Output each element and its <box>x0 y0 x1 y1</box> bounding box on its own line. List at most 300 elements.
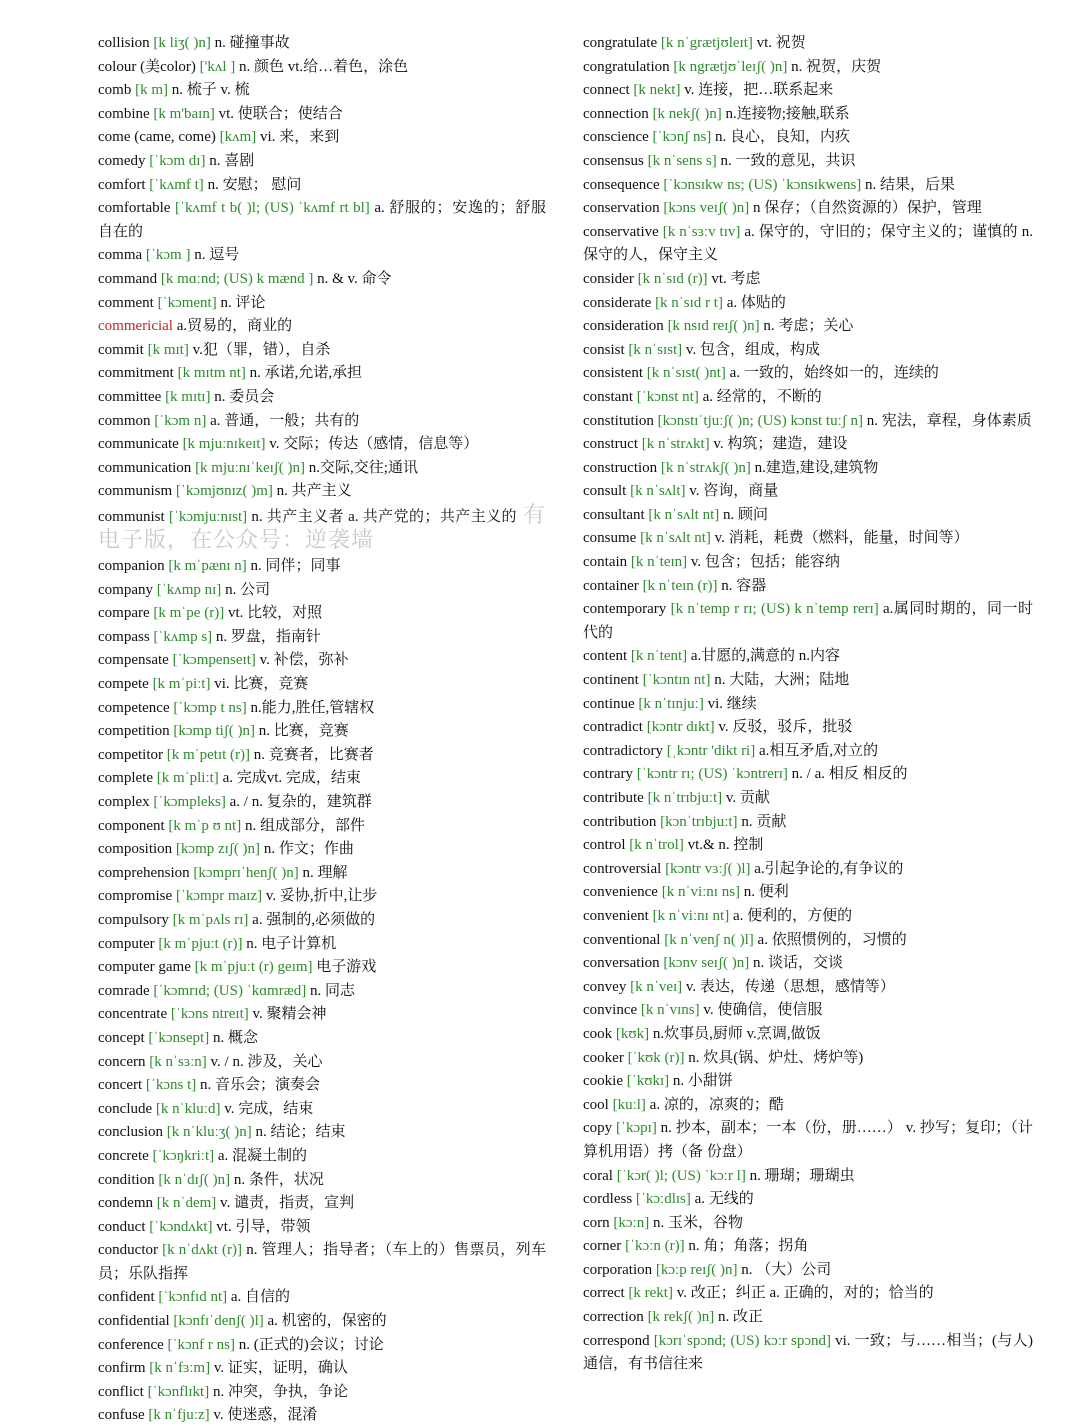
phonetic: [k nˈfɜːm] <box>149 1360 211 1377</box>
headword: confidential <box>98 1313 170 1330</box>
headword: consistent <box>583 365 643 382</box>
dictionary-entry <box>583 952 1033 976</box>
headword: confident <box>98 1289 155 1306</box>
dictionary-entry <box>583 268 1033 292</box>
definition: n. 冲突，争执，争论 <box>212 1383 348 1400</box>
dictionary-entry <box>98 1027 546 1051</box>
phonetic: [kɔnstɪˈtjuːʃ( )n; (US) kɔnst tuːʃ n] <box>657 412 863 429</box>
dictionary-entry <box>98 1192 546 1216</box>
headword: concept <box>98 1029 145 1046</box>
headword: convenience <box>583 884 658 901</box>
definition: n.连接物;接触,联系 <box>725 105 850 122</box>
headword: compare <box>98 605 150 622</box>
headword: compromise <box>98 888 173 905</box>
headword: consist <box>583 341 625 358</box>
dictionary-entry <box>583 1165 1033 1189</box>
phonetic: [k nˈtrol] <box>629 837 684 854</box>
dictionary-entry <box>583 174 1033 198</box>
headword: commit <box>98 341 144 358</box>
dictionary-entry <box>98 1381 546 1405</box>
dictionary-entry <box>98 956 546 980</box>
headword: conscience <box>583 129 649 146</box>
headword: compulsory <box>98 911 169 928</box>
dictionary-entry <box>583 1235 1033 1259</box>
dictionary-entry <box>98 1239 546 1286</box>
dictionary-entry <box>98 268 546 292</box>
definition: n. 便利 <box>743 884 789 901</box>
dictionary-entry <box>98 1003 546 1027</box>
dictionary-entry <box>583 362 1033 386</box>
headword: cooker <box>583 1049 624 1066</box>
phonetic: [k nˈstrʌkʃ( )n] <box>660 459 751 476</box>
dictionary-entry <box>98 56 546 80</box>
dictionary-entry <box>98 579 546 603</box>
dictionary-entry <box>98 126 546 150</box>
definition: a.引起争论的,有争议的 <box>754 860 904 877</box>
phonetic: [ˈkɔmjuːnɪst] <box>168 508 248 525</box>
phonetic: [k nˈtemp r rɪ; (US) k nˈtemp rerɪ] <box>670 601 879 618</box>
phonetic: [k mˈpænɪ n] <box>168 558 247 575</box>
phonetic: [k nˈvenʃ n( )l] <box>664 931 754 948</box>
definition: a.贸易的，商业的 <box>176 318 293 335</box>
dictionary-entry <box>98 32 546 56</box>
phonetic: [k nˈviːnɪ nt] <box>652 907 730 924</box>
headword: convey <box>583 978 627 995</box>
phonetic: [k nˈsʌlt] <box>630 483 686 500</box>
dictionary-entry <box>98 933 546 957</box>
phonetic: [ˈkɔm dɪ] <box>149 152 206 169</box>
headword: computer game <box>98 959 191 976</box>
headword: colour (美color) <box>98 58 196 75</box>
dictionary-entry <box>98 697 546 721</box>
definition: n. 共产主义 <box>276 483 352 500</box>
definition: a. / n. 复杂的，建筑群 <box>229 794 372 810</box>
headword: consume <box>583 530 637 547</box>
definition: n. 电子计算机 <box>246 935 337 952</box>
headword: construct <box>583 436 638 453</box>
definition: n. 谈话，交谈 <box>752 955 843 972</box>
headword: consultant <box>583 506 645 523</box>
phonetic: [ˈkɔns ntreɪt] <box>170 1006 249 1023</box>
definition: v. 连接，把…联系起来 <box>684 82 834 99</box>
dictionary-entry <box>98 673 546 697</box>
headword: congratulate <box>583 35 658 51</box>
headword: comma <box>98 247 143 264</box>
headword: common <box>98 412 151 429</box>
phonetic: [k nekt] <box>633 82 681 99</box>
dictionary-entry <box>98 649 546 673</box>
definition: v. 妥协,折中,让步 <box>265 888 378 905</box>
phonetic: [k nˈsʌlt nt] <box>648 506 720 523</box>
dictionary-entry <box>583 480 1033 504</box>
phonetic: [ˈkɔr( )l; (US) ˈkɔːr l] <box>616 1167 746 1184</box>
headword: content <box>583 648 628 665</box>
phonetic: [k nˈtrɪbjuːt] <box>647 790 723 806</box>
definition: n. 管理人；指导者；（车上的）售票员，列车员；乐队指挥 <box>98 1242 547 1282</box>
dictionary-entry <box>98 838 546 862</box>
dictionary-entry <box>98 862 546 886</box>
dictionary-entry <box>98 244 546 268</box>
definition: n.炊事员,厨师 v.烹调,做饭 <box>652 1025 821 1042</box>
dictionary-entry <box>583 457 1033 481</box>
headword: copy <box>583 1120 613 1137</box>
headword: communism <box>98 483 173 500</box>
dictionary-entry <box>583 292 1033 316</box>
phonetic: [k nˈdʌkt (r)] <box>162 1242 243 1259</box>
phonetic: [kɔrɪˈspɔnd; (US) kɔːr spɔnd] <box>653 1332 831 1349</box>
dictionary-entry <box>583 881 1033 905</box>
phonetic: [ˈkɔnʃ ns] <box>652 129 712 146</box>
phonetic: [kɔːn] <box>613 1214 650 1231</box>
headword: conversation <box>583 955 660 972</box>
definition: n. 小甜饼 <box>672 1073 733 1090</box>
dictionary-entry <box>98 504 546 555</box>
headword: contradictory <box>583 742 663 759</box>
dictionary-entry <box>98 79 546 103</box>
phonetic: [k nˈsɪst] <box>628 341 683 358</box>
headword: container <box>583 577 639 594</box>
phonetic: [ˈkɔnsept] <box>148 1029 210 1046</box>
phonetic: [kɔntr dɪkt] <box>646 719 715 736</box>
definition: n. 承诺,允诺,承担 <box>249 365 363 382</box>
definition: vt. 使联合；使结合 <box>218 105 343 122</box>
phonetic: [ˈkɔnflɪkt] <box>147 1383 210 1400</box>
phonetic: [ˈkʌmp s] <box>153 628 213 645</box>
phonetic: [kɔnˈtrɪbjuːt] <box>660 813 738 830</box>
phonetic: [ˈkɔntr rɪ; (US) ˈkɔntrerɪ] <box>636 766 788 783</box>
phonetic: [k rekt] <box>628 1285 673 1302</box>
dictionary-entry <box>98 602 546 626</box>
headword: cool <box>583 1096 609 1113</box>
headword: construction <box>583 459 658 476</box>
dictionary-entry <box>583 1047 1033 1071</box>
phonetic: [k mˈpjuːt (r)] <box>158 935 243 952</box>
headword: constitution <box>583 412 654 429</box>
phonetic: [k nˈstrʌkt] <box>641 436 710 453</box>
headword: companion <box>98 558 165 575</box>
phonetic: [k nˈsɪd r t] <box>655 294 723 311</box>
phonetic: [ˈkʌmp nɪ] <box>156 581 222 598</box>
dictionary-entry <box>583 834 1033 858</box>
dictionary-entry <box>98 1145 546 1169</box>
definition: n. 贡献 <box>741 813 787 830</box>
dictionary-entry <box>98 1310 546 1334</box>
definition: n. 概念 <box>212 1029 258 1046</box>
phonetic: [ˈkɔpɪ] <box>616 1120 657 1137</box>
dictionary-entry <box>583 527 1033 551</box>
phonetic: [k nˈsɪst( )nt] <box>646 365 726 382</box>
definition: v. 包含；包括；能容纳 <box>690 554 840 571</box>
definition: n. 角；角落；拐角 <box>688 1238 809 1255</box>
definition: n. 条件，状况 <box>233 1171 324 1188</box>
phonetic: [ˈkʊk (r)] <box>627 1049 685 1066</box>
phonetic: [k ngrætjʊˈleɪʃ( )n] <box>673 58 788 75</box>
dictionary-entry <box>583 103 1033 127</box>
headword: corn <box>583 1214 610 1231</box>
headword: compete <box>98 676 149 693</box>
dictionary-entry <box>583 811 1033 835</box>
headword: complex <box>98 794 150 810</box>
phonetic: [ˈkɔnst nt] <box>636 388 699 405</box>
dictionary-entry <box>583 669 1033 693</box>
dictionary-entry <box>98 1357 546 1381</box>
headword: continent <box>583 672 639 689</box>
phonetic: [ˈkɔnfɪd nt] <box>158 1289 228 1306</box>
phonetic: [k rekʃ( )n] <box>647 1309 715 1326</box>
definition: a.甘愿的,满意的 n.内容 <box>690 648 841 665</box>
headword: conservation <box>583 200 660 217</box>
definition: n. 比赛，竞赛 <box>258 723 349 740</box>
headword: comrade <box>98 982 150 999</box>
headword: contribution <box>583 813 657 830</box>
phonetic: [k liʒ( )n] <box>153 35 211 51</box>
headword: contrary <box>583 766 633 783</box>
phonetic: [ˈkɔmpr maɪz] <box>175 888 263 905</box>
headword: come (came, come) <box>98 129 216 146</box>
dictionary-entry <box>98 1074 546 1098</box>
dictionary-entry <box>583 339 1033 363</box>
headword: continue <box>583 695 635 712</box>
dictionary-entry <box>583 221 1033 268</box>
dictionary-entry <box>583 1070 1033 1094</box>
definition: v. 消耗，耗费（燃料，能量，时间等） <box>714 530 969 547</box>
phonetic: [ˈkɔment] <box>157 294 217 311</box>
definition: a. 自信的 <box>230 1289 291 1306</box>
definition: n. 玉米，谷物 <box>652 1214 743 1231</box>
dictionary-entry <box>583 386 1033 410</box>
phonetic: [ˈkɔːdlɪs] <box>635 1191 691 1208</box>
definition: v. 交际；传达（感情，信息等） <box>269 436 479 453</box>
phonetic: [k m] <box>135 82 168 99</box>
definition: n. 委员会 <box>214 388 275 405</box>
dictionary-entry <box>583 433 1033 457</box>
definition: a. 依照惯例的，习惯的 <box>757 931 907 948</box>
definition: a. 强制的,必须做的 <box>252 911 376 928</box>
dictionary-entry <box>98 480 546 504</box>
definition: n 保存；（自然资源的）保护，管理 <box>752 200 982 217</box>
headword: command <box>98 270 158 287</box>
phonetic: [ˈkɔnsɪkw ns; (US) ˈkɔnsɪkwens] <box>663 176 862 193</box>
dictionary-entry <box>98 555 546 579</box>
definition: vt. 祝贺 <box>756 35 806 51</box>
dictionary-entry <box>583 575 1033 599</box>
headword: complete <box>98 770 153 787</box>
dictionary-entry <box>98 767 546 791</box>
definition: vt. 比较，对照 <box>227 605 323 622</box>
phonetic: [kuːl] <box>612 1096 646 1113</box>
headword: concern <box>98 1053 146 1070</box>
phonetic: [k mˈpe (r)] <box>153 605 225 622</box>
phonetic: [k nˈsʌlt nt] <box>640 530 711 547</box>
headword: confirm <box>98 1360 146 1377</box>
dictionary-entry <box>98 103 546 127</box>
phonetic: [kɔmprɪˈhenʃ( )n] <box>193 864 299 881</box>
phonetic: [k nˈsens s] <box>647 152 717 169</box>
phonetic: [ˈkɔnf r ns] <box>167 1336 236 1353</box>
definition: v. 证实，证明，确认 <box>213 1360 348 1377</box>
dictionary-entry <box>583 1259 1033 1283</box>
headword: consideration <box>583 318 664 335</box>
definition: v.犯（罪，错），自杀 <box>192 341 331 358</box>
phonetic: [k nˈtent] <box>630 648 688 665</box>
phonetic: [k mɪtm nt] <box>177 365 246 382</box>
dictionary-entry <box>583 929 1033 953</box>
definition: n. 结论；结束 <box>255 1124 346 1141</box>
headword: condition <box>98 1171 155 1188</box>
dictionary-entry <box>583 1282 1033 1306</box>
dictionary-entry <box>583 905 1033 929</box>
headword: consider <box>583 270 634 287</box>
definition: v. 贡献 <box>725 790 770 806</box>
definition: a. 保守的，守旧的；保守主义的；谨慎的 n.保守的人，保守主义 <box>583 223 1033 264</box>
headword: conservative <box>583 223 659 240</box>
definition: n. 竞赛者，比赛者 <box>253 746 374 763</box>
right-column <box>583 32 1033 1377</box>
headword: concentrate <box>98 1006 168 1023</box>
headword: comb <box>98 82 132 99</box>
definition: n. 音乐会；演奏会 <box>200 1077 321 1094</box>
dictionary-entry <box>98 315 546 339</box>
headword: conductor <box>98 1242 158 1259</box>
headword: communication <box>98 459 192 476</box>
definition: vi. 一致；与……相当；(与人)通信，有书信往来 <box>583 1332 1033 1373</box>
phonetic: [k mɑːnd; (US) k mænd ] <box>160 270 314 287</box>
dictionary-entry <box>583 645 1033 669</box>
definition: n.交际,交往;通讯 <box>308 459 418 476</box>
dictionary-entry <box>98 720 546 744</box>
phonetic: [k nˈvɪns] <box>640 1002 700 1019</box>
headword: connect <box>583 82 630 99</box>
dictionary-entry <box>98 150 546 174</box>
definition: n. 容器 <box>721 577 767 594</box>
definition: v. 谴责，指责，宣判 <box>220 1195 355 1212</box>
dictionary-entry <box>98 174 546 198</box>
dictionary-entry <box>583 1188 1033 1212</box>
definition: vi. 比赛，竞赛 <box>214 676 309 693</box>
headword: cook <box>583 1025 613 1042</box>
headword: competitor <box>98 746 163 763</box>
phonetic: [k nˈdɪʃ( )n] <box>158 1171 231 1188</box>
definition: n. 珊瑚；珊瑚虫 <box>749 1167 855 1184</box>
phonetic: [kʌm] <box>219 129 257 146</box>
definition: v. 包含，组成，构成 <box>685 341 820 358</box>
headword: corporation <box>583 1261 653 1278</box>
phonetic: [k mɪtɪ] <box>165 388 211 405</box>
dictionary-entry <box>583 56 1033 80</box>
dictionary-entry <box>583 858 1033 882</box>
phonetic: [k mˈp ʊ nt] <box>168 817 242 834</box>
definition: v. 完成，结束 <box>224 1100 314 1117</box>
headword: combine <box>98 105 150 122</box>
definition: n. （大）公司 <box>741 1261 832 1278</box>
headword: considerate <box>583 294 652 311</box>
phonetic: [k mˈpliːt] <box>156 770 219 787</box>
phonetic: [k nˈtɪnjuː] <box>638 695 704 712</box>
headword: contemporary <box>583 601 667 618</box>
phonetic: [k nˈviːnɪ ns] <box>661 884 741 901</box>
definition: n. 顾问 <box>722 506 768 523</box>
headword: composition <box>98 841 173 858</box>
definition: a. 便利的，方便的 <box>732 907 853 924</box>
phonetic: [ˈkɔns t] <box>145 1077 197 1094</box>
definition: a. 普通，一般；共有的 <box>210 412 360 429</box>
dictionary-entry <box>98 1051 546 1075</box>
dictionary-entry <box>583 598 1033 645</box>
dictionary-entry <box>98 410 546 434</box>
definition: v. 使迷惑，混淆 <box>213 1407 318 1424</box>
dictionary-entry <box>98 197 546 244</box>
definition: n. 颜色 vt.给…着色，涂色 <box>239 58 409 75</box>
headword: commericial <box>98 318 173 335</box>
phonetic: [k nˈfjuːz] <box>148 1407 210 1424</box>
headword: convince <box>583 1002 638 1019</box>
phonetic: [k nˈkluːd] <box>155 1100 221 1117</box>
dictionary-entry <box>583 1212 1033 1236</box>
definition: a. 一致的，始终如一的，连续的 <box>729 365 939 382</box>
headword: conduct <box>98 1218 146 1235</box>
phonetic: [k nˈveɪ] <box>630 978 683 995</box>
definition: v. 反驳，驳斥，批驳 <box>718 719 853 736</box>
phonetic: [ˈkɔmpenseɪt] <box>172 652 256 669</box>
headword: consult <box>583 483 627 500</box>
dictionary-entry <box>98 292 546 316</box>
definition: v. 补偿，弥补 <box>259 652 349 669</box>
dictionary-entry <box>98 626 546 650</box>
headword: committee <box>98 388 162 405</box>
phonetic: [k nˈgrætjʊleɪt] <box>660 35 753 51</box>
headword: conference <box>98 1336 164 1353</box>
dictionary-entry <box>98 885 546 909</box>
definition: n. 组成部分，部件 <box>244 817 365 834</box>
phonetic: [k mˈpetɪt (r)] <box>166 746 251 763</box>
phonetic: [ˈkʌmf t] <box>149 176 204 193</box>
definition: n.建造,建设,建筑物 <box>754 459 879 476</box>
phonetic: [k nˈsɜːn] <box>149 1053 207 1070</box>
definition: vi. 继续 <box>707 695 757 712</box>
headword: consequence <box>583 176 660 193</box>
phonetic: [k mjuːnɪˈkeɪʃ( )n] <box>195 459 306 476</box>
phonetic: [ˈkɔm n] <box>154 412 207 429</box>
definition: n. 逗号 <box>194 247 240 264</box>
definition: v. 表达，传递（思想，感情等） <box>685 978 895 995</box>
definition: n. 同志 <box>309 982 355 999</box>
phonetic: [ˈkɔntɪn nt] <box>642 672 711 689</box>
headword: condemn <box>98 1195 153 1212</box>
definition: vt. 考虑 <box>711 270 761 287</box>
phonetic: [kɔns veɪʃ( )n] <box>663 200 750 217</box>
definition: a. 凉的，凉爽的；酷 <box>649 1096 784 1113</box>
definition: a. 经常的，不断的 <box>702 388 822 405</box>
phonetic: [kɔːp reɪʃ( )n] <box>655 1261 738 1278</box>
headword: conclusion <box>98 1124 163 1141</box>
headword: conventional <box>583 931 661 948</box>
dictionary-entry <box>583 1306 1033 1330</box>
phonetic: [k nˈkluːʒ( )n] <box>166 1124 252 1141</box>
headword: communist <box>98 508 165 525</box>
headword: coral <box>583 1167 613 1184</box>
headword: comfort <box>98 176 146 193</box>
headword: comfortable <box>98 200 171 217</box>
definition: n. 安慰； 慰问 <box>207 176 302 193</box>
headword: conflict <box>98 1383 144 1400</box>
dictionary-entry <box>98 386 546 410</box>
headword: consensus <box>583 152 644 169</box>
definition: n. 考虑；关心 <box>763 318 854 335</box>
definition: n. 理解 <box>302 864 348 881</box>
headword: company <box>98 581 153 598</box>
headword: confuse <box>98 1407 145 1424</box>
definition: a. 体贴的 <box>726 294 786 311</box>
